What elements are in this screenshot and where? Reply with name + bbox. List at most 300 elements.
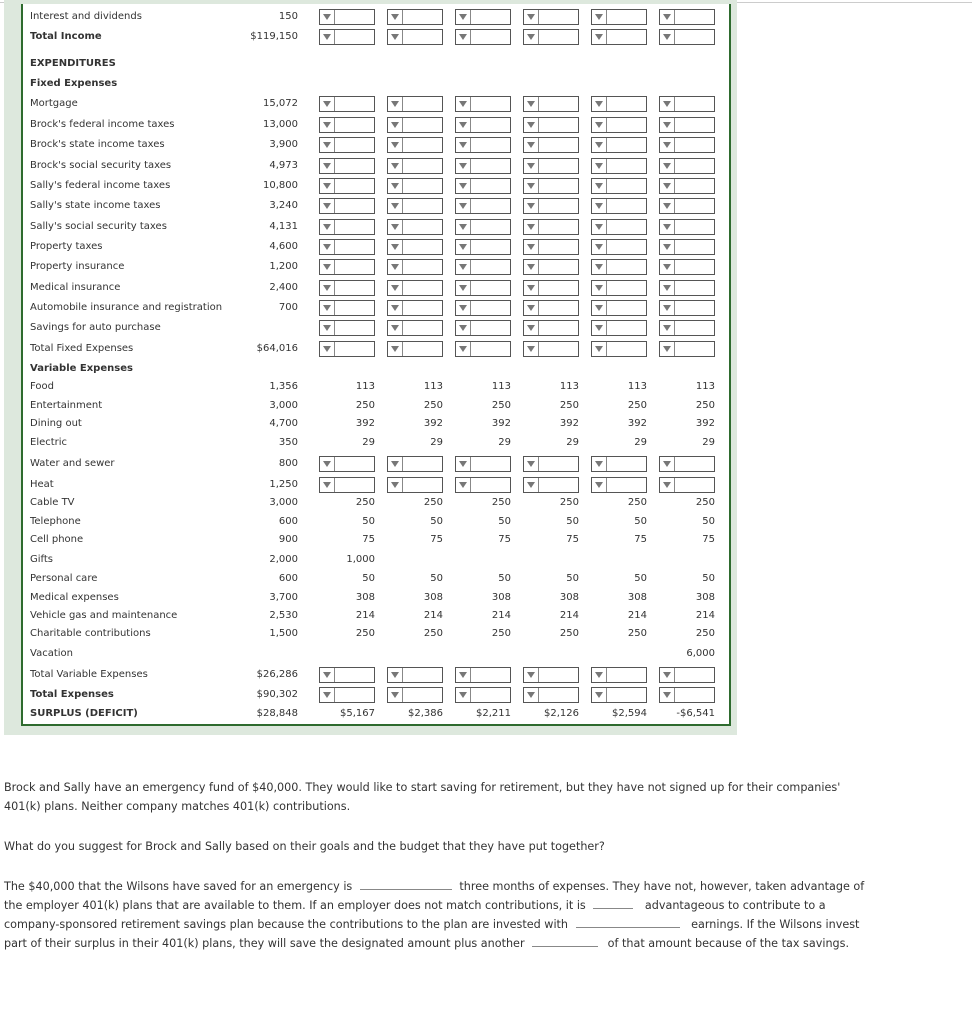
chevron-down-icon[interactable]	[388, 179, 403, 193]
chevron-down-icon[interactable]	[388, 159, 403, 173]
chevron-down-icon[interactable]	[388, 10, 403, 24]
month-dropdown[interactable]	[591, 456, 647, 472]
month-dropdown[interactable]	[523, 9, 579, 25]
chevron-down-icon[interactable]	[456, 97, 471, 111]
month-dropdown[interactable]	[523, 117, 579, 133]
chevron-down-icon[interactable]	[592, 10, 607, 24]
month-cell	[383, 606, 443, 626]
chevron-down-icon[interactable]	[456, 10, 471, 24]
chevron-down-icon[interactable]	[524, 179, 539, 193]
chevron-down-icon[interactable]	[660, 118, 675, 132]
month-cell	[383, 94, 443, 114]
month-cell	[451, 493, 511, 513]
chevron-down-icon[interactable]	[388, 668, 403, 682]
chevron-down-icon[interactable]	[320, 97, 335, 111]
month-cell	[383, 318, 443, 338]
chevron-down-icon[interactable]	[592, 668, 607, 682]
month-dropdown[interactable]	[387, 300, 443, 316]
chevron-down-icon[interactable]	[456, 220, 471, 234]
chevron-down-icon[interactable]	[592, 281, 607, 295]
month-dropdown[interactable]	[455, 667, 511, 683]
chevron-down-icon[interactable]	[388, 240, 403, 254]
chevron-down-icon[interactable]	[456, 688, 471, 702]
month-cell	[383, 196, 443, 216]
month-dropdown[interactable]	[659, 259, 715, 275]
month-cell	[519, 156, 579, 176]
month-dropdown[interactable]	[591, 280, 647, 296]
chevron-down-icon[interactable]	[592, 199, 607, 213]
chevron-down-icon[interactable]	[388, 118, 403, 132]
chevron-down-icon[interactable]	[524, 301, 539, 315]
month-dropdown[interactable]	[319, 117, 375, 133]
month-dropdown[interactable]	[523, 178, 579, 194]
month-dropdown[interactable]	[659, 137, 715, 153]
month-dropdown[interactable]	[659, 687, 715, 703]
month-cell	[655, 685, 715, 705]
month-dropdown[interactable]	[659, 300, 715, 316]
chevron-down-icon[interactable]	[660, 688, 675, 702]
chevron-down-icon[interactable]	[660, 321, 675, 335]
answer-text-4b: of that amount because of the tax savings.	[607, 937, 850, 950]
chevron-down-icon[interactable]	[592, 240, 607, 254]
month-dropdown[interactable]	[523, 456, 579, 472]
month-value: 250	[355, 400, 375, 411]
chevron-down-icon[interactable]	[320, 179, 335, 193]
month-cell	[451, 588, 511, 608]
month-dropdown[interactable]	[319, 687, 375, 703]
chevron-down-icon[interactable]	[456, 342, 471, 356]
month-dropdown[interactable]	[523, 239, 579, 255]
month-dropdown[interactable]	[591, 9, 647, 25]
row-label: Cable TV	[30, 497, 75, 508]
month-dropdown[interactable]	[591, 137, 647, 153]
month-cell	[519, 298, 579, 318]
month-dropdown[interactable]	[591, 239, 647, 255]
row-annual-amount: 4,973	[269, 160, 298, 171]
month-cell	[383, 588, 443, 608]
chevron-down-icon[interactable]	[592, 688, 607, 702]
budget-row	[23, 74, 729, 94]
chevron-down-icon[interactable]	[456, 668, 471, 682]
chevron-down-icon[interactable]	[660, 199, 675, 213]
month-dropdown[interactable]	[387, 456, 443, 472]
month-dropdown[interactable]	[523, 320, 579, 336]
month-cell	[587, 298, 647, 318]
chevron-down-icon[interactable]	[592, 118, 607, 132]
answer-text-1a: The $40,000 that the Wilsons have saved for an emergency is	[4, 880, 353, 893]
answer-dropdown-4[interactable]	[532, 934, 598, 947]
chevron-down-icon[interactable]	[524, 260, 539, 274]
chevron-down-icon[interactable]	[456, 321, 471, 335]
chevron-down-icon[interactable]	[524, 668, 539, 682]
month-dropdown[interactable]	[319, 280, 375, 296]
chevron-down-icon[interactable]	[660, 220, 675, 234]
month-dropdown[interactable]	[319, 259, 375, 275]
chevron-down-icon[interactable]	[592, 342, 607, 356]
chevron-down-icon[interactable]	[320, 301, 335, 315]
month-cell	[587, 493, 647, 513]
month-dropdown[interactable]	[659, 239, 715, 255]
month-dropdown[interactable]	[455, 687, 511, 703]
month-dropdown[interactable]	[591, 178, 647, 194]
month-dropdown[interactable]	[455, 178, 511, 194]
month-dropdown[interactable]	[591, 320, 647, 336]
month-dropdown[interactable]	[523, 219, 579, 235]
month-dropdown[interactable]	[455, 280, 511, 296]
month-dropdown[interactable]	[455, 300, 511, 316]
chevron-down-icon[interactable]	[592, 220, 607, 234]
month-dropdown[interactable]	[455, 158, 511, 174]
chevron-down-icon[interactable]	[660, 281, 675, 295]
month-cell	[383, 454, 443, 474]
chevron-down-icon[interactable]	[524, 457, 539, 471]
month-dropdown[interactable]	[455, 239, 511, 255]
chevron-down-icon[interactable]	[320, 478, 335, 492]
chevron-down-icon[interactable]	[660, 301, 675, 315]
answer-dropdown-3[interactable]	[576, 915, 680, 928]
chevron-down-icon[interactable]	[660, 138, 675, 152]
month-dropdown[interactable]	[319, 456, 375, 472]
month-dropdown[interactable]	[319, 178, 375, 194]
month-dropdown[interactable]	[319, 477, 375, 493]
chevron-down-icon[interactable]	[524, 138, 539, 152]
month-dropdown[interactable]	[455, 477, 511, 493]
month-cell	[315, 530, 375, 550]
month-dropdown[interactable]	[455, 259, 511, 275]
budget-row	[23, 685, 729, 705]
chevron-down-icon[interactable]	[660, 179, 675, 193]
month-dropdown[interactable]	[455, 117, 511, 133]
chevron-down-icon[interactable]	[320, 688, 335, 702]
month-dropdown[interactable]	[387, 667, 443, 683]
chevron-down-icon[interactable]	[660, 260, 675, 274]
chevron-down-icon[interactable]	[320, 260, 335, 274]
chevron-down-icon[interactable]	[320, 342, 335, 356]
chevron-down-icon[interactable]	[456, 281, 471, 295]
month-dropdown[interactable]	[387, 9, 443, 25]
chevron-down-icon[interactable]	[660, 159, 675, 173]
budget-row	[23, 665, 729, 685]
month-dropdown[interactable]	[455, 96, 511, 112]
month-dropdown[interactable]	[659, 96, 715, 112]
month-dropdown[interactable]	[387, 280, 443, 296]
chevron-down-icon[interactable]	[456, 199, 471, 213]
month-dropdown[interactable]	[659, 9, 715, 25]
chevron-down-icon[interactable]	[456, 179, 471, 193]
answer-text-2b: advantageous to contribute to a	[644, 899, 826, 912]
month-dropdown[interactable]	[659, 667, 715, 683]
month-cell	[587, 606, 647, 626]
row-label: Gifts	[30, 554, 54, 565]
month-cell	[519, 396, 579, 416]
month-dropdown[interactable]	[591, 300, 647, 316]
month-cell	[315, 588, 375, 608]
month-dropdown[interactable]	[455, 456, 511, 472]
chevron-down-icon[interactable]	[388, 342, 403, 356]
month-dropdown[interactable]	[319, 137, 375, 153]
chevron-down-icon[interactable]	[456, 118, 471, 132]
month-value: 113	[559, 381, 579, 392]
chevron-down-icon[interactable]	[388, 301, 403, 315]
month-value: 392	[559, 418, 579, 429]
chevron-down-icon[interactable]	[320, 281, 335, 295]
month-dropdown[interactable]	[319, 9, 375, 25]
month-dropdown[interactable]	[523, 96, 579, 112]
month-dropdown[interactable]	[659, 178, 715, 194]
chevron-down-icon[interactable]	[660, 10, 675, 24]
row-annual-amount: 350	[278, 437, 298, 448]
month-dropdown[interactable]	[387, 687, 443, 703]
month-dropdown[interactable]	[455, 9, 511, 25]
row-label: Variable Expenses	[30, 363, 133, 374]
answer-dropdown-2[interactable]	[593, 896, 633, 909]
chevron-down-icon[interactable]	[388, 260, 403, 274]
month-dropdown[interactable]	[319, 320, 375, 336]
month-dropdown[interactable]	[523, 137, 579, 153]
chevron-down-icon[interactable]	[524, 199, 539, 213]
month-value: 250	[423, 628, 443, 639]
month-cell	[383, 530, 443, 550]
chevron-down-icon[interactable]	[456, 478, 471, 492]
month-dropdown[interactable]	[319, 239, 375, 255]
chevron-down-icon[interactable]	[592, 321, 607, 335]
budget-row	[23, 493, 729, 513]
month-dropdown[interactable]	[387, 477, 443, 493]
month-cell	[655, 298, 715, 318]
chevron-down-icon[interactable]	[660, 97, 675, 111]
chevron-down-icon[interactable]	[592, 159, 607, 173]
month-dropdown[interactable]	[319, 219, 375, 235]
chevron-down-icon[interactable]	[660, 30, 675, 44]
chevron-down-icon[interactable]	[388, 199, 403, 213]
month-dropdown[interactable]	[659, 219, 715, 235]
chevron-down-icon[interactable]	[524, 321, 539, 335]
month-dropdown[interactable]	[455, 219, 511, 235]
month-dropdown[interactable]	[591, 687, 647, 703]
chevron-down-icon[interactable]	[660, 457, 675, 471]
month-dropdown[interactable]	[659, 341, 715, 357]
month-dropdown[interactable]	[591, 198, 647, 214]
chevron-down-icon[interactable]	[660, 342, 675, 356]
chevron-down-icon[interactable]	[660, 240, 675, 254]
chevron-down-icon[interactable]	[320, 321, 335, 335]
chevron-down-icon[interactable]	[592, 478, 607, 492]
chevron-down-icon[interactable]	[592, 457, 607, 471]
chevron-down-icon[interactable]	[320, 118, 335, 132]
chevron-down-icon[interactable]	[456, 240, 471, 254]
chevron-down-icon[interactable]	[592, 179, 607, 193]
month-dropdown[interactable]	[387, 158, 443, 174]
month-cell	[519, 512, 579, 532]
chevron-down-icon[interactable]	[524, 97, 539, 111]
chevron-down-icon[interactable]	[592, 301, 607, 315]
month-cell	[451, 94, 511, 114]
chevron-down-icon[interactable]	[592, 30, 607, 44]
month-cell	[451, 257, 511, 277]
month-dropdown[interactable]	[659, 320, 715, 336]
chevron-down-icon[interactable]	[388, 220, 403, 234]
month-cell	[587, 588, 647, 608]
month-dropdown[interactable]	[523, 477, 579, 493]
answer-line-1	[4, 877, 864, 896]
month-dropdown[interactable]	[591, 477, 647, 493]
month-dropdown[interactable]	[523, 341, 579, 357]
month-cell	[451, 196, 511, 216]
month-dropdown[interactable]	[523, 29, 579, 45]
month-dropdown[interactable]	[319, 198, 375, 214]
month-dropdown[interactable]	[387, 320, 443, 336]
month-cell	[587, 318, 647, 338]
month-dropdown[interactable]	[387, 117, 443, 133]
month-dropdown[interactable]	[387, 239, 443, 255]
month-dropdown[interactable]	[455, 320, 511, 336]
row-annual-amount: 3,000	[269, 497, 298, 508]
chevron-down-icon[interactable]	[524, 281, 539, 295]
chevron-down-icon[interactable]	[388, 688, 403, 702]
month-dropdown[interactable]	[523, 687, 579, 703]
chevron-down-icon[interactable]	[388, 97, 403, 111]
chevron-down-icon[interactable]	[320, 668, 335, 682]
month-dropdown[interactable]	[455, 341, 511, 357]
chevron-down-icon[interactable]	[456, 30, 471, 44]
month-cell	[451, 704, 511, 724]
month-dropdown[interactable]	[319, 158, 375, 174]
month-dropdown[interactable]	[319, 300, 375, 316]
month-cell	[587, 176, 647, 196]
month-dropdown[interactable]	[455, 29, 511, 45]
budget-row	[23, 257, 729, 277]
month-dropdown[interactable]	[387, 96, 443, 112]
month-cell	[451, 606, 511, 626]
chevron-down-icon[interactable]	[320, 199, 335, 213]
chevron-down-icon[interactable]	[320, 240, 335, 254]
month-value: 75	[498, 534, 511, 545]
month-dropdown[interactable]	[591, 219, 647, 235]
chevron-down-icon[interactable]	[388, 138, 403, 152]
chevron-down-icon[interactable]	[388, 478, 403, 492]
chevron-down-icon[interactable]	[524, 30, 539, 44]
month-dropdown[interactable]	[523, 158, 579, 174]
chevron-down-icon[interactable]	[456, 260, 471, 274]
month-dropdown[interactable]	[659, 117, 715, 133]
chevron-down-icon[interactable]	[524, 118, 539, 132]
chevron-down-icon[interactable]	[524, 688, 539, 702]
month-dropdown[interactable]	[455, 137, 511, 153]
chevron-down-icon[interactable]	[660, 668, 675, 682]
chevron-down-icon[interactable]	[524, 159, 539, 173]
month-dropdown[interactable]	[523, 667, 579, 683]
month-cell	[655, 196, 715, 216]
chevron-down-icon[interactable]	[320, 159, 335, 173]
month-dropdown[interactable]	[319, 96, 375, 112]
month-dropdown[interactable]	[387, 341, 443, 357]
month-value: 113	[695, 381, 715, 392]
chevron-down-icon[interactable]	[388, 281, 403, 295]
month-dropdown[interactable]	[591, 117, 647, 133]
month-dropdown[interactable]	[659, 280, 715, 296]
chevron-down-icon[interactable]	[320, 138, 335, 152]
month-dropdown[interactable]	[591, 259, 647, 275]
chevron-down-icon[interactable]	[524, 220, 539, 234]
month-dropdown[interactable]	[591, 29, 647, 45]
chevron-down-icon[interactable]	[320, 10, 335, 24]
month-cell	[451, 685, 511, 705]
chevron-down-icon[interactable]	[524, 10, 539, 24]
chevron-down-icon[interactable]	[592, 97, 607, 111]
chevron-down-icon[interactable]	[388, 457, 403, 471]
month-value: 250	[491, 628, 511, 639]
chevron-down-icon[interactable]	[456, 138, 471, 152]
budget-row	[23, 278, 729, 298]
month-dropdown[interactable]	[455, 198, 511, 214]
row-annual-amount: 13,000	[263, 119, 298, 130]
chevron-down-icon[interactable]	[320, 30, 335, 44]
chevron-down-icon[interactable]	[592, 260, 607, 274]
month-cell	[519, 588, 579, 608]
month-dropdown[interactable]	[319, 29, 375, 45]
month-cell	[451, 298, 511, 318]
chevron-down-icon[interactable]	[388, 321, 403, 335]
month-value: 250	[627, 628, 647, 639]
month-dropdown[interactable]	[523, 300, 579, 316]
month-dropdown[interactable]	[387, 259, 443, 275]
month-cell	[655, 454, 715, 474]
month-dropdown[interactable]	[319, 667, 375, 683]
month-dropdown[interactable]	[387, 178, 443, 194]
chevron-down-icon[interactable]	[320, 457, 335, 471]
month-cell	[587, 454, 647, 474]
month-dropdown[interactable]	[591, 667, 647, 683]
month-value: 250	[695, 628, 715, 639]
month-dropdown[interactable]	[591, 96, 647, 112]
chevron-down-icon[interactable]	[592, 138, 607, 152]
month-dropdown[interactable]	[387, 198, 443, 214]
month-dropdown[interactable]	[387, 137, 443, 153]
chevron-down-icon[interactable]	[320, 220, 335, 234]
chevron-down-icon[interactable]	[660, 478, 675, 492]
month-dropdown[interactable]	[659, 477, 715, 493]
chevron-down-icon[interactable]	[456, 159, 471, 173]
chevron-down-icon[interactable]	[456, 301, 471, 315]
month-dropdown[interactable]	[659, 198, 715, 214]
month-dropdown[interactable]	[387, 219, 443, 235]
month-cell	[315, 156, 375, 176]
month-dropdown[interactable]	[659, 29, 715, 45]
month-dropdown[interactable]	[387, 29, 443, 45]
month-dropdown[interactable]	[523, 198, 579, 214]
answer-dropdown-1[interactable]	[360, 877, 452, 890]
chevron-down-icon[interactable]	[524, 240, 539, 254]
month-cell	[519, 644, 579, 664]
row-label: Vehicle gas and maintenance	[30, 610, 178, 621]
month-dropdown[interactable]	[319, 341, 375, 357]
month-value: 308	[559, 592, 579, 603]
month-value: 308	[627, 592, 647, 603]
month-dropdown[interactable]	[659, 158, 715, 174]
month-dropdown[interactable]	[591, 341, 647, 357]
month-dropdown[interactable]	[659, 456, 715, 472]
month-cell	[383, 156, 443, 176]
chevron-down-icon[interactable]	[456, 457, 471, 471]
month-dropdown[interactable]	[523, 280, 579, 296]
month-dropdown[interactable]	[523, 259, 579, 275]
month-dropdown[interactable]	[591, 158, 647, 174]
month-cell	[519, 237, 579, 257]
month-cell	[519, 454, 579, 474]
chevron-down-icon[interactable]	[524, 342, 539, 356]
chevron-down-icon[interactable]	[388, 30, 403, 44]
chevron-down-icon[interactable]	[524, 478, 539, 492]
